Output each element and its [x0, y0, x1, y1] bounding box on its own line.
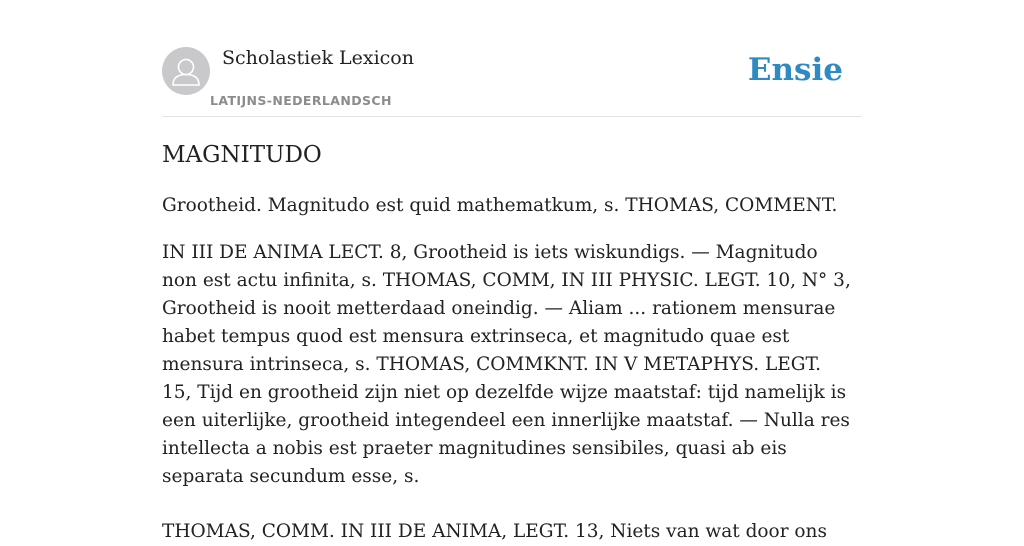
entry-title: MAGNITUDO: [162, 142, 322, 168]
entry-paragraph-continued: THOMAS, COMM. IN III DE ANIMA, LEGT. 13, Niets van wat door ons: [162, 521, 827, 542]
entry-paragraph-definition: Grootheid. Magnitudo est quid mathematkum, s. THOMAS, COMMENT.: [162, 195, 838, 216]
lexicon-header: [162, 46, 862, 117]
lexicon-subtitle: LATIJNS-NEDERLANDSCH: [210, 93, 392, 108]
user-avatar-icon[interactable]: [162, 47, 210, 95]
entry-paragraph-body: IN III DE ANIMA LECT. 8, Grootheid is iets wiskundigs. — Magnitudo non est actu infinita, s. THOMAS, COMM, IN III PHYSIC. LEGT. 10, N° 3, Grootheid is nooit metterdaad oneindig. — Aliam ... rationem mensurae habet tempus quod est mensura extrinseca, et magnitudo quae est mensura intrinseca, s. THOMAS, COMMKNT. IN V METAPHYS. LEGT. 15, Tijd en grootheid zijn niet op dezelfde wijze maatstaf: tijd namelijk is een uiterlijke, grootheid integendeel een innerlijke maatstaf. — Nulla res intellecta a nobis est praeter magnitudines sensibiles, quasi ab eis separata secundum esse, s.: [162, 242, 851, 487]
ensie-logo-link[interactable]: Ensie: [747, 52, 843, 88]
lexicon-title[interactable]: Scholastiek Lexicon: [222, 47, 414, 69]
entry-content: [162, 138, 852, 546]
